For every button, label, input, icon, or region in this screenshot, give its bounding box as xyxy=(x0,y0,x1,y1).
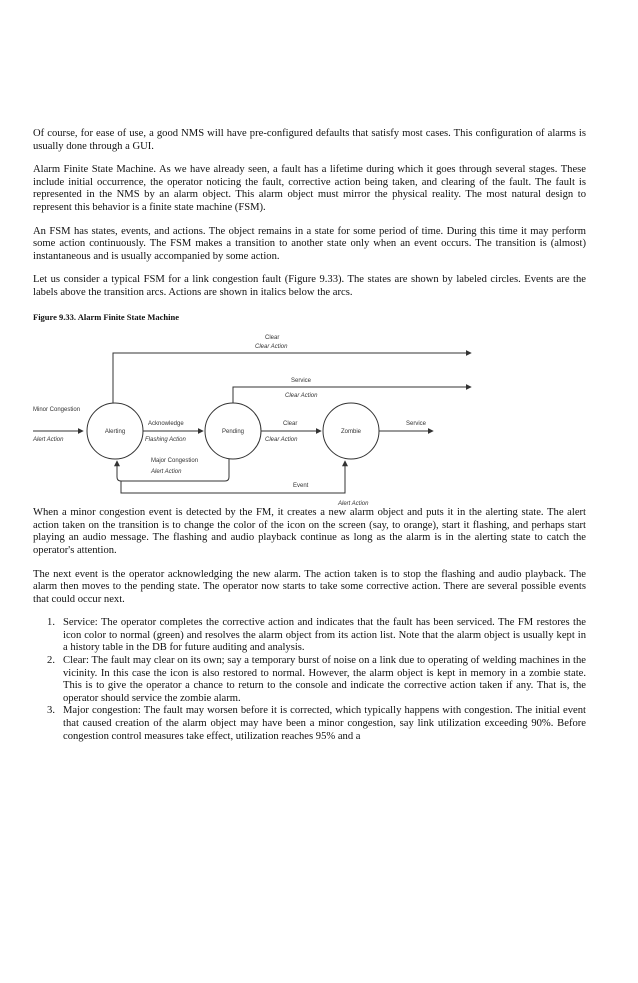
list-item xyxy=(33,705,586,743)
fsm-diagram xyxy=(33,329,586,508)
label-clear-action-top: Clear Action xyxy=(255,344,288,351)
list-item-text: Service: The operator completes the corrective action and indicates that the fault has been serviced. The FM restores the icon color to normal (green) and resolves the alarm object from its action list. Note that the alarm object is usually kept in a history table in the DB for future auditing and analysis. xyxy=(63,617,586,654)
event-list xyxy=(33,617,586,743)
list-item-number: 2. xyxy=(47,655,55,667)
label-clear-action-low: Clear Action xyxy=(265,437,298,444)
label-minor-congestion: Minor Congestion xyxy=(33,407,81,414)
label-alert-action-right: Alert Action xyxy=(338,501,369,508)
list-item xyxy=(33,617,586,655)
figure-caption: Figure 9.33. Alarm Finite State Machine xyxy=(33,311,179,322)
paragraph-3: An FSM has states, events, and actions. The object remains in a state for some period of time. During this time it may perform some action continuously. The FSM makes a transition to another state only when an event occurs. The transition is (almost) instantaneous and is usually accompanied by some action. xyxy=(33,225,586,262)
label-flashing-action: Flashing Action xyxy=(145,437,186,444)
label-acknowledge: Acknowledge xyxy=(148,421,184,428)
list-item-text: Major congestion: The fault may worsen before it is corrected, which typically happens with congestion. The initial event that caused creation of the alarm object may have been a minor congestion, say link utilization exceeding 90%. Before congestion control measures take effect, utilization reaches 95% and a xyxy=(63,705,586,742)
list-item-text: Clear: The fault may clear on its own; say a temporary burst of noise on a link due to operating of welding machines in the vicinity. In this case the icon is also restored to normal. However, the alarm object is kept in memory in a zombie state. This is to give the operator a chance to return to the console and indicate the corrective action taken if any. That is, the operator should service the zombie alarm. xyxy=(63,655,586,704)
list-item xyxy=(33,655,586,705)
label-major-congestion: Major Congestion xyxy=(151,458,199,465)
paragraph-1: Of course, for ease of use, a good NMS will have pre-configured defaults that satisfy most cases. This configuration of alarms is usually done through a GUI. xyxy=(33,128,586,152)
label-clear-action-mid: Clear Action xyxy=(285,393,318,400)
label-clear-mid: Clear xyxy=(283,421,298,428)
document-page xyxy=(33,128,586,743)
label-clear-top: Clear xyxy=(265,335,280,342)
paragraph-4: Let us consider a typical FSM for a link congestion fault (Figure 9.33). The states are shown by labeled circles. Events are the labels above the transition arcs. Actions are shown in italics below the arcs. xyxy=(33,274,586,298)
label-alert-action-bottom: Alert Action xyxy=(151,469,182,476)
state-pending-label: Pending xyxy=(221,429,245,436)
state-zombie-label: Zombie xyxy=(340,429,362,436)
label-alert-action-left: Alert Action xyxy=(33,437,64,444)
paragraph-5: When a minor congestion event is detected by the FM, it creates a new alarm object and puts it in the alerting state. The alert action taken on the transition is to change the color of the icon on the screen (say, to orange), start it flashing, and perhaps start playing an audio message. The flashing and audio playback continue as long as the alarm is in the alerting state to catch the operator's attention. xyxy=(33,507,586,556)
label-event: Event xyxy=(293,483,309,490)
list-item-number: 1. xyxy=(47,617,55,629)
arc-event xyxy=(121,461,345,493)
state-alerting-label: Alerting xyxy=(104,429,126,436)
paragraph-2: Alarm Finite State Machine. As we have already seen, a fault has a lifetime during which it goes through several stages. These include initial occurrence, the operator noticing the fault, corrective action being taken, and clearing of the fault. The fault is represented in the NMS by an alarm object. This alarm object must mirror the physical reality. The most natural design to represent this behavior is a finite state machine (FSM). xyxy=(33,164,586,213)
label-service-top: Service xyxy=(291,378,312,385)
paragraph-6: The next event is the operator acknowledging the new alarm. The action taken is to stop the flashing and audio playback. The alarm then moves to the pending state. The operator now starts to take some corrective action. There are several possible events that could occur next. xyxy=(33,568,586,605)
list-item-number: 3. xyxy=(47,705,55,717)
label-service-right: Service xyxy=(406,421,427,428)
